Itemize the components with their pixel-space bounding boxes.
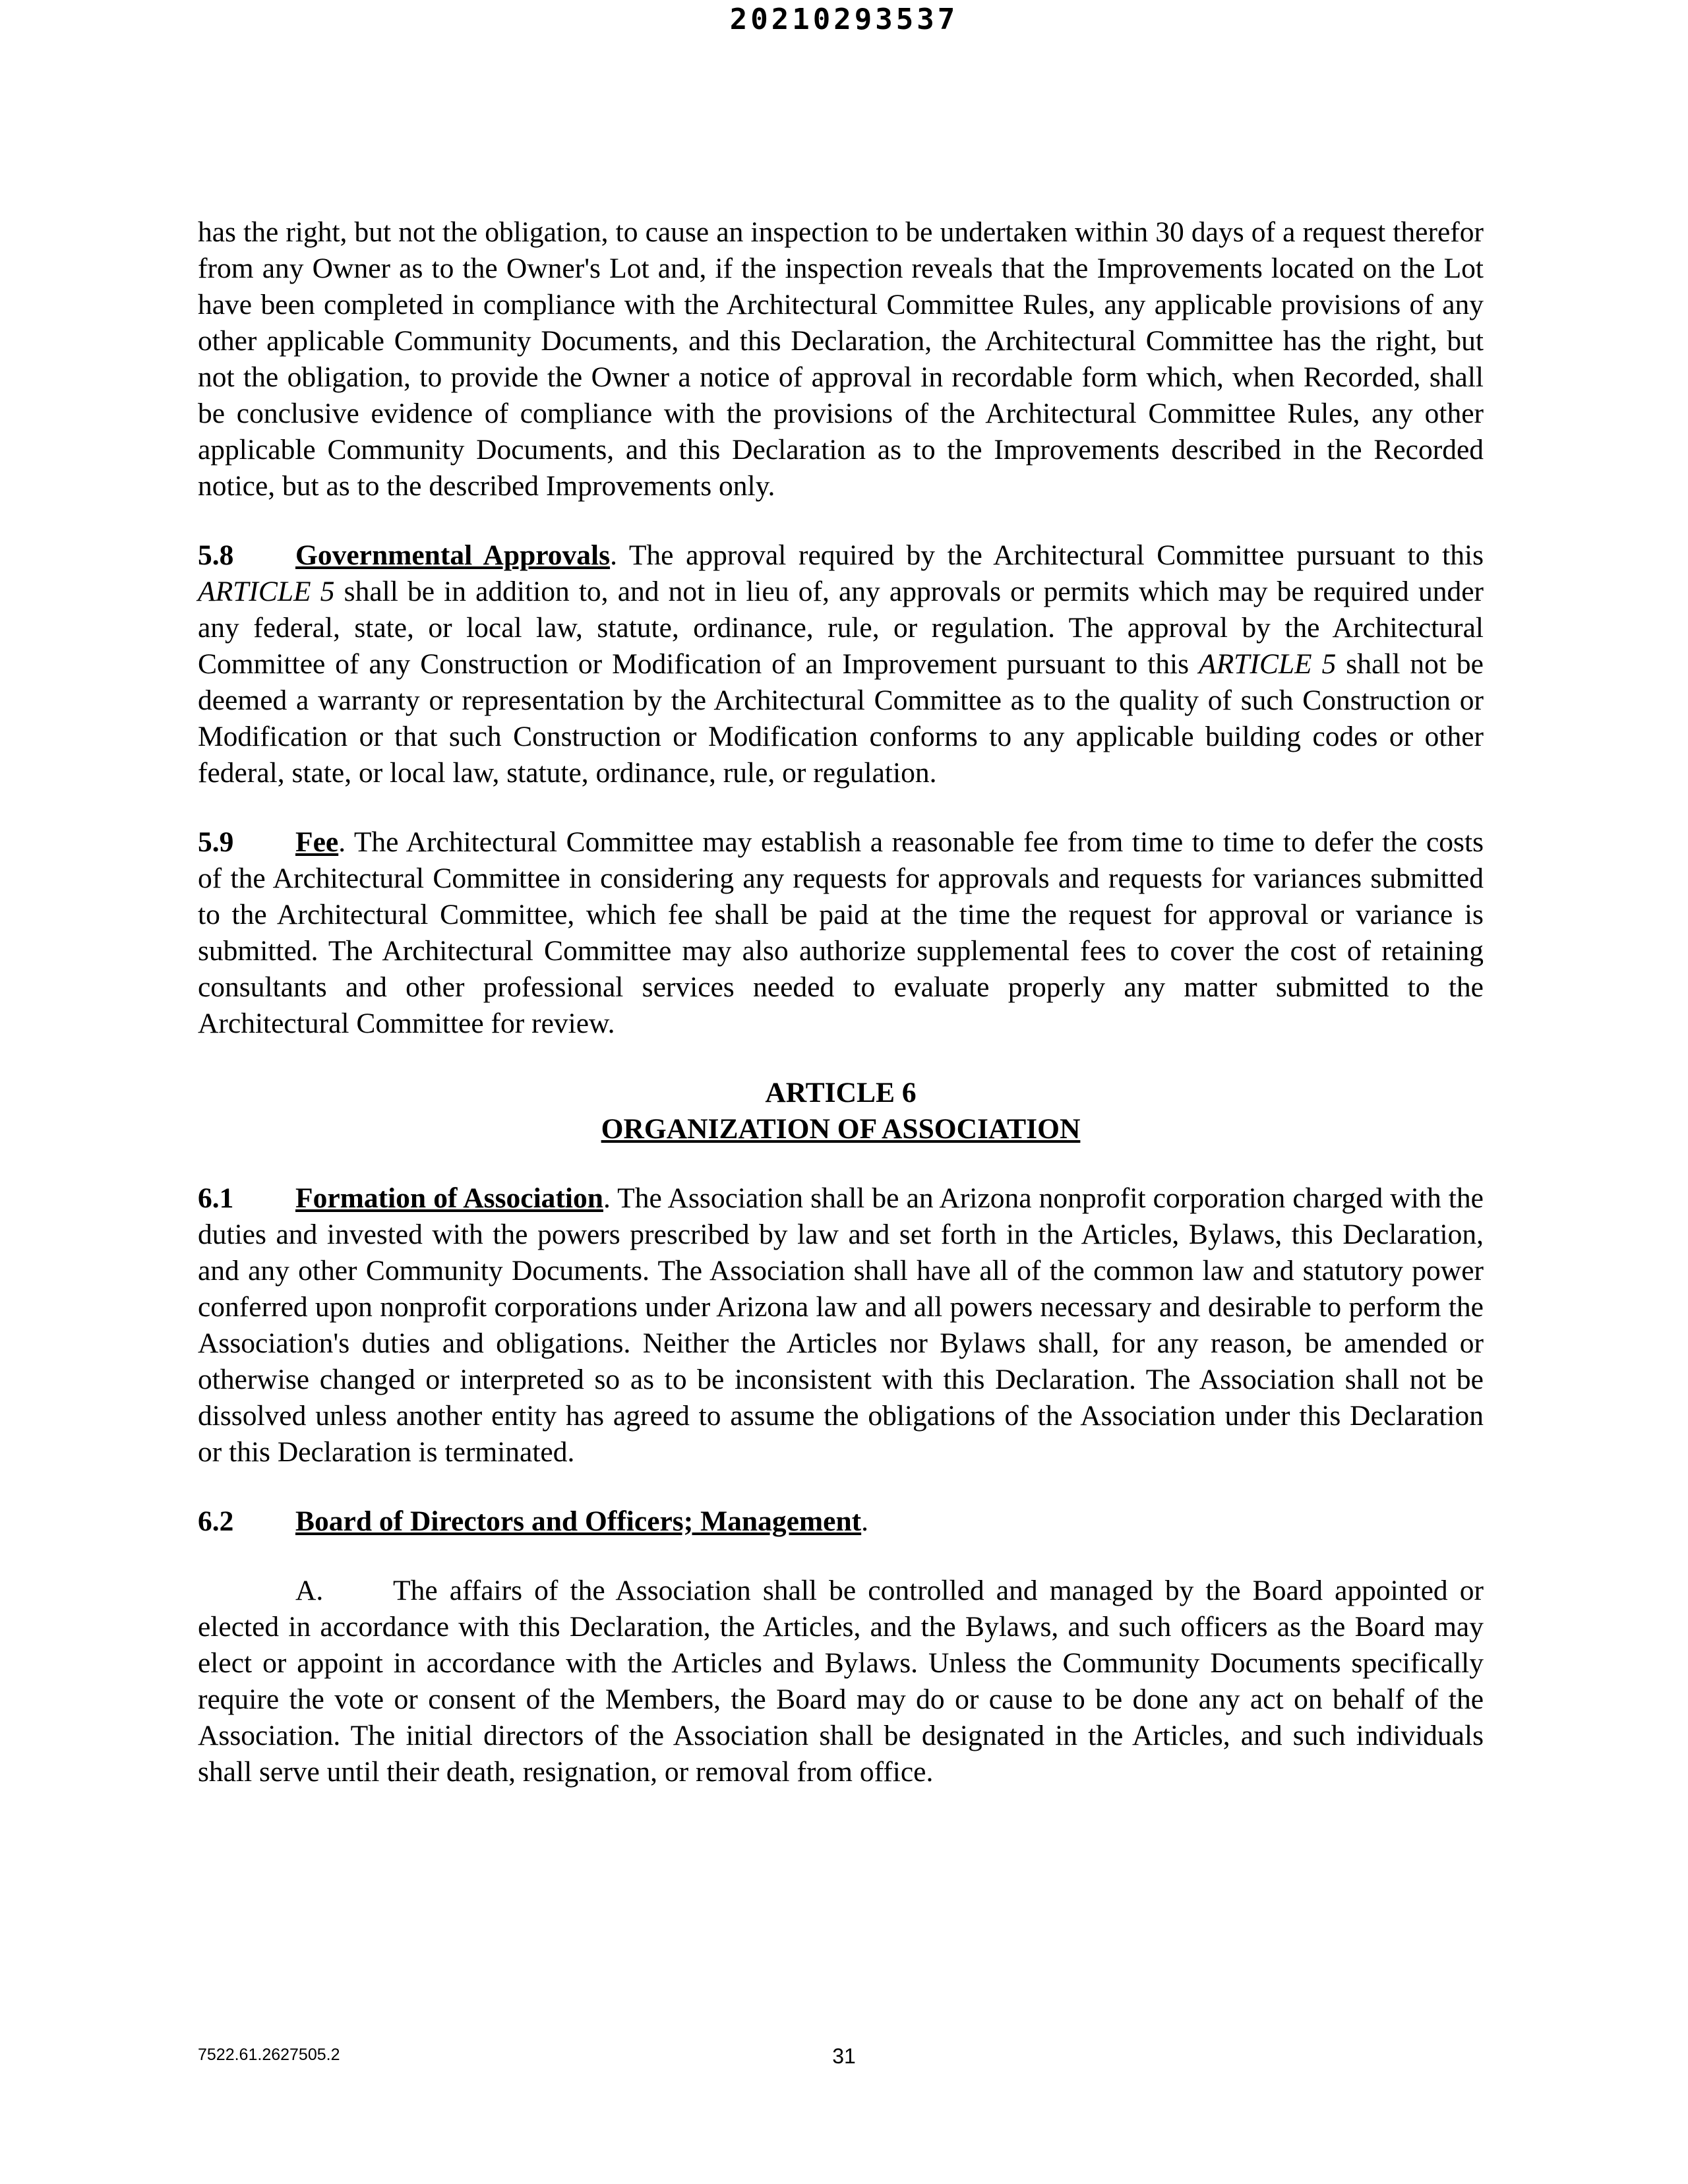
- section-number: 6.2: [198, 1505, 234, 1537]
- section-title: Governmental Approvals: [295, 539, 611, 571]
- recording-number: 20210293537: [729, 3, 959, 36]
- document-body: [198, 214, 1484, 1823]
- section-text: . The Association shall be an Arizona nonprofit corporation charged with the duties and invested with the powers prescribed by law and set forth in the Articles, Bylaws, this Declaration, and any other Community Documents. The Association shall have all of the common law and statutory power conferred upon nonprofit corporations under Arizona law and all powers necessary and desirable to perform the Association's duties and obligations. Neither the Articles nor Bylaws shall, for any reason, be amended or otherwise changed or interpreted so as to be inconsistent with this Declaration. The Association shall not be dissolved unless another entity has agreed to assume the obligations of the Association under this Declaration or this Declaration is terminated.: [198, 1182, 1484, 1468]
- section-text: shall not be deemed a warranty or representation by the Architectural Committee as to the quality of such Construction or Modification or that such Construction or Modification conforms to any applicable building codes or other federal, state, or local law, statute, ordinance, rule, or regulation.: [198, 648, 1484, 789]
- section-title: Board of Directors and Officers; Management: [295, 1505, 862, 1537]
- article-number: ARTICLE 6: [765, 1077, 917, 1108]
- section-number: 6.1: [198, 1182, 234, 1214]
- section-text: . The Architectural Committee may establish a reasonable fee from time to time to defer the costs of the Architectural Committee in considering any requests for approvals and requests for variances submitted to the Architectural Committee, which fee shall be paid at the time the request for approval or variance is submitted. The Architectural Committee may also authorize supplemental fees to cover the cost of retaining consultants and other professional services needed to evaluate properly any matter submitted to the Architectural Committee for review.: [198, 826, 1484, 1039]
- article-title: ORGANIZATION OF ASSOCIATION: [601, 1113, 1081, 1145]
- continued-paragraph: has the right, but not the obligation, to cause an inspection to be undertaken within 30 days of a request therefor from any Owner as to the Owner's Lot and, if the inspection reveals that the Improvements located on the Lot have been completed in compliance with the Architectural Committee Rules, any applicable provisions of any other applicable Community Documents, and this Declaration, the Architectural Committee has the right, but not the obligation, to provide the Owner a notice of approval in recordable form which, when Recorded, shall be conclusive evidence of compliance with the provisions of the Architectural Committee Rules, any other applicable Community Documents, and this Declaration as to the Improvements described in the Recorded notice, but as to the described Improvements only.: [198, 216, 1484, 502]
- page-number: 31: [832, 2044, 856, 2068]
- section-5-9: [198, 824, 1484, 1042]
- section-text: . The approval required by the Architectural Committee pursuant to this: [610, 539, 1484, 571]
- subsection-label: A.: [295, 1575, 324, 1606]
- section-number: 5.9: [198, 826, 234, 858]
- article-heading: [198, 1075, 1484, 1147]
- section-text: shall be in addition to, and not in lieu of, any approvals or permits which may be required under any federal, state, or local law, statute, ordinance, rule, or regulation. The approval by the Architectural Committee of any Construction or Modification of an Improvement pursuant to this: [198, 576, 1484, 680]
- section-6-2-a: [198, 1573, 1484, 1790]
- section-number: 5.8: [198, 539, 234, 571]
- subsection-text: The affairs of the Association shall be controlled and managed by the Board appointed or elected in accordance with this Declaration, the Articles, and the Bylaws, and such officers as the Board may elect or appoint in accordance with the Articles and Bylaws. Unless the Community Documents specifically require the vote or consent of the Members, the Board may do or cause to be done any act on behalf of the Association. The initial directors of the Association shall be designated in the Articles, and such individuals shall serve until their death, resignation, or removal from office.: [198, 1575, 1484, 1788]
- footer-document-id: 7522.61.2627505.2: [198, 2046, 340, 2064]
- section-text: .: [861, 1505, 869, 1537]
- section-5-8: [198, 537, 1484, 791]
- article-reference: ARTICLE 5: [198, 576, 335, 607]
- article-reference: ARTICLE 5: [1199, 648, 1337, 680]
- section-6-2: [198, 1503, 1484, 1540]
- section-title: Fee: [295, 826, 339, 858]
- section-title: Formation of Association: [295, 1182, 603, 1214]
- section-6-1: [198, 1180, 1484, 1471]
